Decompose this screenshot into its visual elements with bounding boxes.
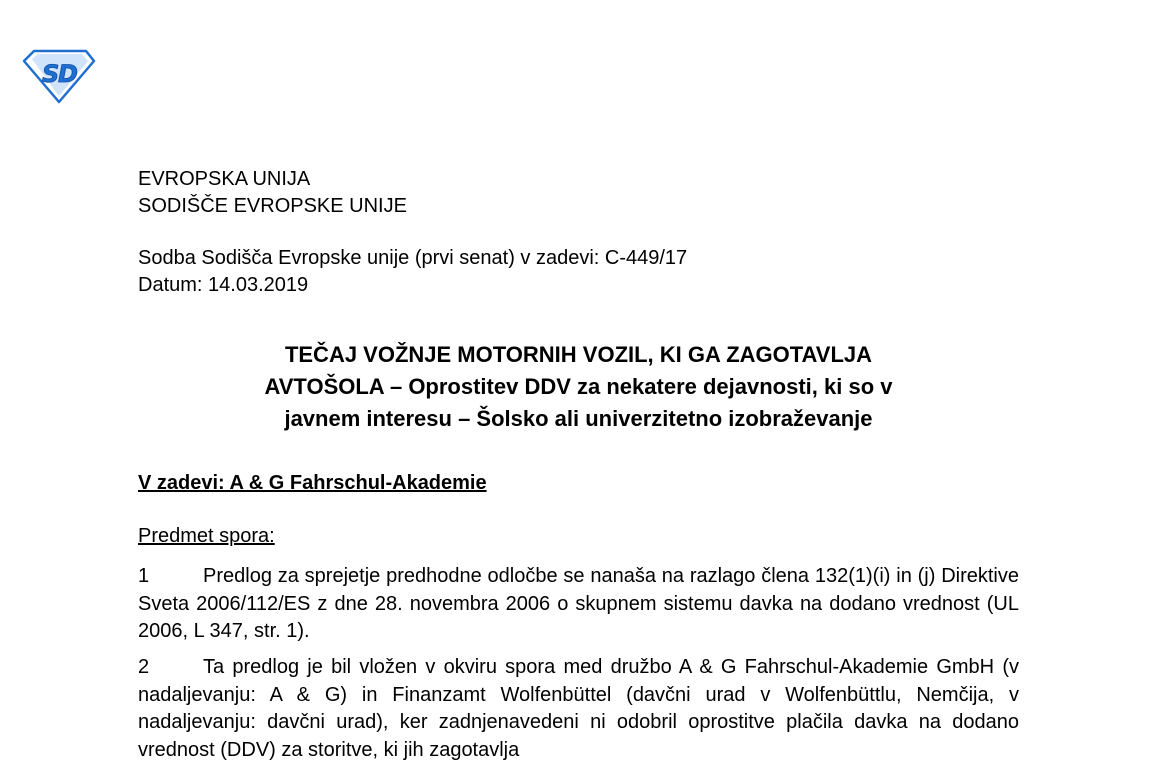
paragraph-2: [138, 654, 1019, 764]
paragraph-text: Ta predlog je bil vložen v okviru spora med družbo A & G Fahrschul-Akademie GmbH (v nadaljevanju: A & G) in Finanzamt Wolfenbüttel (davčni urad v Wolfenbüttlu, Nemčija, v nadaljevanju: davčni urad), ker zadnjenavedeni ni odobril oprostitve plačila davka na dodano vrednost (DDV) za storitve, ki jih zagotavlja: [138, 656, 1019, 761]
svg-text:S: S: [42, 60, 60, 88]
paragraph-number: 1: [138, 565, 150, 587]
judgment-title: [138, 339, 1019, 435]
title-line-3: javnem interesu – Šolsko ali univerzitetno izobraževanje: [284, 406, 873, 431]
title-line-1: TEČAJ VOŽNJE MOTORNIH VOZIL, KI GA ZAGOTAVLJA: [284, 342, 873, 367]
header-line-union: EVROPSKA UNIJA: [138, 168, 311, 190]
case-reference: Sodba Sodišča Evropske unije (prvi senat) v zadevi: C-449/17: [138, 247, 688, 269]
paragraph-text: Predlog za sprejetje predhodne odločbe se nanaša na razlago člena 132(1)(i) in (j) Direktive Sveta 2006/112/ES z dne 28. novembra 2006 o skupnem sistemu davka na dodano vrednost (UL 2006, L 347, str. 1).: [138, 565, 1019, 642]
case-subject: V zadevi: A & G Fahrschul-Akademie: [138, 472, 487, 494]
title-line-2: AVTOŠOLA – Oprostitev DDV za nekatere dejavnosti, ki so v: [264, 374, 893, 399]
header-line-court: SODIŠČE EVROPSKE UNIJE: [138, 195, 407, 217]
court-header: [138, 166, 407, 220]
case-info: [138, 245, 687, 299]
sd-shield-logo-icon: [22, 49, 96, 104]
case-date: Datum: 14.03.2019: [138, 274, 309, 296]
paragraph-1: [138, 563, 1019, 646]
svg-text:D: D: [58, 60, 78, 88]
section-heading: Predmet spora:: [138, 525, 275, 547]
paragraph-number: 2: [138, 656, 150, 678]
